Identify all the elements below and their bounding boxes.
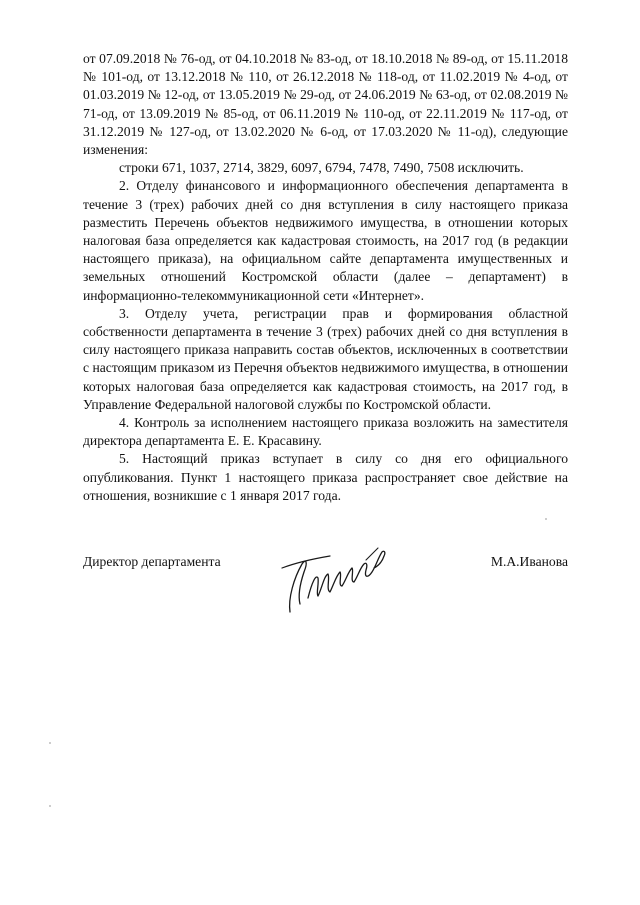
signatory-position: Директор департамента bbox=[83, 554, 221, 569]
paragraph-item-4: 4. Контроль за исполнением настоящего приказа возложить на заместителя директора департамента Е. Е. Красавину. bbox=[83, 415, 568, 449]
paragraph-item-3: 3. Отделу учета, регистрации прав и формирования областной собственности департамента в течение 3 (трех) рабочих дней со дня вступления в силу настоящего приказа направить состав объектов, исключенных в соответствии с настоящим приказом из Перечня объектов недвижимого имущества, в отношении которых налоговая база определяется как кадастровая стоимость, на 2017 год, в Управление Федеральной налоговой службы по Костромской области. bbox=[83, 305, 568, 412]
paragraph-amendments-list: от 07.09.2018 № 76-од, от 04.10.2018 № 83-од, от 18.10.2018 № 89-од, от 15.11.2018 № 101-од, от 13.12.2018 № 110, от 26.12.2018 № 118-од, от 11.02.2019 № 4-од, от 01.03.2019 № 12-од, от 13.05.2019 № 29-од, от 24.06.2019 № 63-од, от 02.08.2019 № 71-од, от 13.09.2019 № 85-од, от 06.11.2019 № 110-од, от 22.11.2019 № 117-од, от 31.12.2019 № 127-од, от 13.02.2020 № 6-од, от 17.03.2020 № 11-од), следующие изменения: bbox=[83, 51, 568, 158]
paragraph-item-5: 5. Настоящий приказ вступает в силу со дня его официального опубликования. Пункт 1 настоящего приказа распространяет свое действие на отношения, возникшие с 1 января 2017 года. bbox=[83, 451, 568, 503]
signatory-name: М.А.Иванова bbox=[490, 554, 568, 569]
paragraph-rows-excluded: строки 671, 1037, 2714, 3829, 6097, 6794, 7478, 7490, 7508 исключить. bbox=[119, 160, 524, 176]
scan-speck bbox=[545, 518, 547, 520]
paragraph-item-2: 2. Отделу финансового и информационного обеспечения департамента в течение 3 (трех) рабочих дней со дня вступления в силу настоящего приказа разместить Перечень объектов недвижимого имущества, в отношении которых налоговая база определяется как кадастровая стоимость, на 2017 год (в редакции настоящего приказа), на официальном сайте департамента имущественных и земельных отношений Костромской области (далее – департамент) в информационно-телекоммуникационной сети «Интернет». bbox=[83, 178, 568, 303]
document-body bbox=[83, 50, 568, 505]
scan-speck bbox=[49, 805, 51, 807]
handwritten-signature bbox=[268, 538, 398, 618]
scan-speck bbox=[49, 742, 51, 744]
